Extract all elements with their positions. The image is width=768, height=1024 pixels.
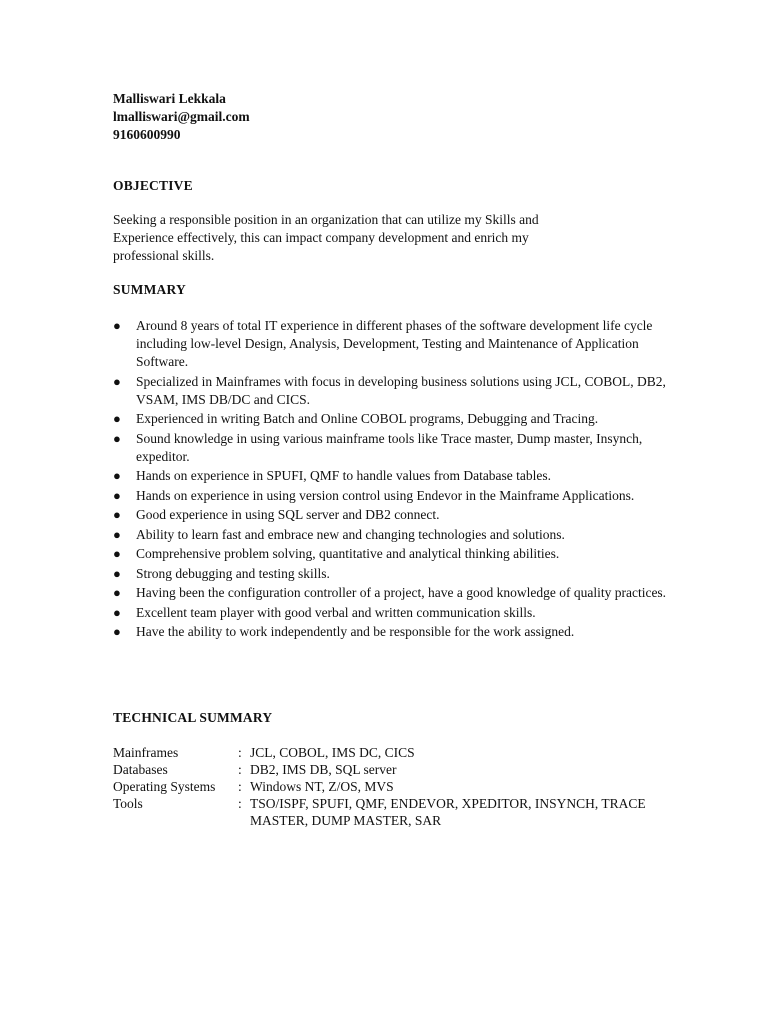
- bullet-icon: ●: [113, 624, 121, 639]
- contact-header: [113, 90, 250, 144]
- tech-value: Windows NT, Z/OS, MVS: [250, 779, 394, 794]
- technical-summary-table: [113, 744, 660, 829]
- table-row: [113, 778, 660, 795]
- bullet-icon: ●: [113, 430, 121, 446]
- summary-item-text: Strong debugging and testing skills.: [136, 565, 330, 581]
- list-item: [113, 467, 673, 485]
- list-item: [113, 565, 673, 583]
- list-item: [113, 430, 673, 466]
- list-item: [113, 545, 673, 563]
- summary-item-text: Excellent team player with good verbal and written communication skills.: [136, 604, 536, 620]
- summary-heading: SUMMARY: [113, 282, 186, 297]
- list-item: [113, 623, 673, 641]
- list-item: [113, 410, 673, 428]
- table-row: [113, 795, 660, 829]
- list-item: [113, 317, 673, 371]
- objective-text: Seeking a responsible position in an organization that can utilize my Skills and Experience effectively, this can impact company development and enrich my professional skills.: [113, 212, 539, 263]
- tech-label: Operating Systems: [113, 779, 216, 794]
- bullet-icon: ●: [113, 411, 121, 426]
- summary-item-text: Around 8 years of total IT experience in different phases of the software development life cycle including low-level Design, Analysis, Development, Testing and Maintenance of Application Software.: [136, 318, 653, 369]
- bullet-icon: ●: [113, 318, 121, 333]
- tech-separator: :: [238, 779, 242, 794]
- bullet-icon: ●: [113, 526, 121, 542]
- tech-value: JCL, COBOL, IMS DC, CICS: [250, 745, 415, 760]
- bullet-icon: ●: [113, 373, 121, 389]
- tech-label: Tools: [113, 796, 143, 811]
- summary-item-text: Good experience in using SQL server and DB2 connect.: [136, 507, 440, 522]
- candidate-name: Malliswari Lekkala: [113, 91, 226, 106]
- summary-item-text: Hands on experience in using version control using Endevor in the Mainframe Applications.: [136, 487, 635, 503]
- bullet-icon: ●: [113, 468, 121, 483]
- summary-item-text: Hands on experience in SPUFI, QMF to handle values from Database tables.: [136, 468, 552, 483]
- objective-heading: OBJECTIVE: [113, 178, 193, 193]
- bullet-icon: ●: [113, 585, 121, 600]
- summary-item-text: Having been the configuration controller of a project, have a good knowledge of quality practices.: [136, 585, 667, 600]
- tech-value: TSO/ISPF, SPUFI, QMF, ENDEVOR, XPEDITOR, INSYNCH, TRACE MASTER, DUMP MASTER, SAR: [250, 796, 646, 828]
- table-row: [113, 744, 660, 761]
- summary-item-text: Have the ability to work independently and be responsible for the work assigned.: [136, 624, 575, 639]
- tech-label: Databases: [113, 762, 168, 777]
- bullet-icon: ●: [113, 604, 121, 620]
- list-item: [113, 487, 673, 505]
- bullet-icon: ●: [113, 565, 121, 581]
- tech-value: DB2, IMS DB, SQL server: [250, 762, 397, 777]
- technical-summary-heading: TECHNICAL SUMMARY: [113, 710, 273, 725]
- tech-separator: :: [238, 762, 242, 777]
- summary-item-text: Specialized in Mainframes with focus in developing business solutions using JCL, COBOL, DB2, VSAM, IMS DB/DC and CICS.: [136, 373, 666, 407]
- summary-item-text: Comprehensive problem solving, quantitative and analytical thinking abilities.: [136, 546, 560, 561]
- bullet-icon: ●: [113, 487, 121, 503]
- list-item: [113, 373, 673, 409]
- candidate-email: lmalliswari@gmail.com: [113, 109, 250, 124]
- list-item: [113, 584, 673, 602]
- table-row: [113, 761, 660, 778]
- list-item: [113, 526, 673, 544]
- summary-item-text: Ability to learn fast and embrace new and changing technologies and solutions.: [136, 526, 565, 542]
- bullet-icon: ●: [113, 546, 121, 561]
- summary-item-text: Sound knowledge in using various mainframe tools like Trace master, Dump master, Insynch, expeditor.: [136, 430, 643, 464]
- tech-separator: :: [238, 745, 242, 760]
- tech-separator: :: [238, 796, 242, 811]
- list-item: [113, 506, 673, 524]
- candidate-phone: 9160600990: [113, 127, 181, 142]
- summary-list: [113, 317, 673, 643]
- bullet-icon: ●: [113, 507, 121, 522]
- tech-label: Mainframes: [113, 745, 179, 760]
- list-item: [113, 604, 673, 622]
- summary-item-text: Experienced in writing Batch and Online COBOL programs, Debugging and Tracing.: [136, 411, 599, 426]
